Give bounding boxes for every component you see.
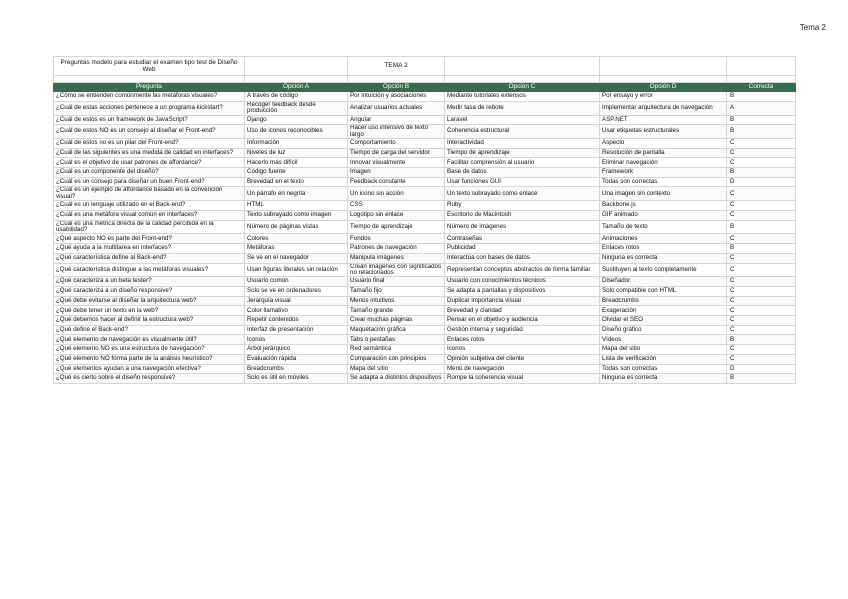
option-c-cell: Gestión interna y seguridad [445,325,600,335]
option-d-cell: Eliminar navegación [600,158,727,168]
correct-answer-cell: C [727,277,796,287]
option-d-cell: Enlaces rotos [600,244,727,254]
table-row [54,316,796,326]
option-c-cell: Contraseñas [445,234,600,244]
question-rows [54,92,796,384]
option-a-cell: HTML [245,201,348,211]
option-d-cell: Breadcrumbs [600,296,727,306]
correct-answer-cell: C [727,316,796,326]
option-a-cell: Breadcrumbs [245,364,348,374]
option-c-cell: Mediante tutoriales extensos [445,92,600,102]
option-b-cell: Tiempo de aprendizaje [348,220,445,234]
question-cell: ¿Cuál de estos NO es un consejo al diseñar el Front-end? [54,125,245,139]
option-c-cell: Usuario con conocimientos técnicos [445,277,600,287]
table-row [54,148,796,158]
option-d-cell: Vídeos [600,335,727,345]
option-b-cell: Fondos [348,234,445,244]
option-c-cell: Publicidad [445,244,600,254]
table-row [54,177,796,187]
question-cell: ¿Qué debe evitarse al diseñar la arquitectura web? [54,296,245,306]
option-a-cell: Iconos [245,335,348,345]
correct-answer-cell: B [727,374,796,384]
empty-cell [727,57,796,76]
option-a-cell: Jerarquía visual [245,296,348,306]
option-d-cell: Mapa del sitio [600,345,727,355]
correct-answer-cell: C [727,253,796,263]
option-b-cell: Analizar usuarios actuales [348,101,445,115]
correct-answer-cell: B [727,220,796,234]
question-cell: ¿Cuál es el objetivo de usar patrones de affordance? [54,158,245,168]
question-cell: ¿Qué característica distingue a las metáforas visuales? [54,263,245,277]
option-b-cell: Patrones de navegación [348,244,445,254]
question-cell: ¿Qué caracteriza a un beta tester? [54,277,245,287]
option-a-cell: Texto subrayado como imagen [245,210,348,220]
question-cell: ¿Qué ayuda a la multitarea en interfaces? [54,244,245,254]
table-row [54,374,796,384]
table-row [54,335,796,345]
correct-answer-cell: B [727,335,796,345]
option-b-cell: Angular [348,115,445,125]
empty-cell [445,57,600,76]
option-b-cell: Un icono sin acción [348,187,445,201]
table-row [54,201,796,211]
option-a-cell: Información [245,139,348,149]
table-row [54,210,796,220]
option-c-cell: Interactividad [445,139,600,149]
option-b-cell: Manipula imágenes [348,253,445,263]
correct-answer-cell: C [727,345,796,355]
option-c-cell: Menú de navegación [445,364,600,374]
option-b-cell: Logotipo sin enlace [348,210,445,220]
question-cell: ¿Cuál es un ejemplo de affordance basado en la convención visual? [54,187,245,201]
option-b-cell: Mapa del sitio [348,364,445,374]
option-c-cell: Se adapta a pantallas y dispositivos [445,287,600,297]
option-c-cell: Rompe la coherencia visual [445,374,600,384]
empty-cell [600,57,727,76]
correct-answer-cell: B [727,125,796,139]
option-a-cell: Interfaz de presentación [245,325,348,335]
option-c-cell: Ruby [445,201,600,211]
correct-answer-cell: C [727,187,796,201]
option-a-cell: Recoger feedback desde producción [245,101,348,115]
option-c-cell: Un texto subrayado como enlace [445,187,600,201]
option-a-cell: Color llamativo [245,306,348,316]
sheet-title: Preguntas modelo para estudiar el examen tipo test de Diseño Web [54,57,245,76]
option-d-cell: Backbone.js [600,201,727,211]
option-c-cell: Usar funciones GUI [445,177,600,187]
option-a-cell: Evaluación rápida [245,354,348,364]
table-row [54,168,796,178]
question-cell: ¿Cuál de estos es un framework de JavaScript? [54,115,245,125]
title-row [54,57,796,76]
option-d-cell [600,115,727,125]
tema-cell: TEMA 2 [348,57,445,76]
table-row [54,92,796,102]
question-cell: ¿Cuál de estos no es un pilar del Front-end? [54,139,245,149]
option-b-cell: Tamaño grande [348,306,445,316]
question-cell: ¿Qué elemento de navegación es visualmente útil? [54,335,245,345]
spreadsheet [53,56,795,384]
question-cell: ¿Qué elemento NO es una estructura de navegación? [54,345,245,355]
option-d-cell: Ninguna es correcta [600,253,727,263]
table-row [54,125,796,139]
question-cell: ¿Qué aspecto NO es parte del Front-end? [54,234,245,244]
option-a-cell: Uso de iconos reconocibles [245,125,348,139]
option-b-cell: Feedback constante [348,177,445,187]
question-cell: ¿Cómo se entienden comúnmente las metáforas visuales? [54,92,245,102]
option-d-cell: Resolución de pantalla [600,148,727,158]
correct-answer-cell: D [727,364,796,374]
empty-cell [245,57,348,76]
option-b-cell: Red semántica [348,345,445,355]
hyperlink[interactable]: ASP.NET [602,115,628,123]
option-d-cell: Framework [600,168,727,178]
table-row [54,287,796,297]
option-a-cell: Código fuente [245,168,348,178]
option-c-cell: Facilitar comprensión al usuario [445,158,600,168]
option-a-cell: Solo se ve en ordenadores [245,287,348,297]
header-opcion-b: Opción B [348,83,445,92]
option-d-cell: Sustituyen al texto completamente [600,263,727,277]
option-b-cell: Tabs o pestañas [348,335,445,345]
option-a-cell: Metáforas [245,244,348,254]
header-opcion-a: Opción A [245,83,348,92]
table-row [54,306,796,316]
question-cell: ¿Qué elemento NO forma parte de la análisis heurístico? [54,354,245,364]
option-c-cell: Iconos [445,345,600,355]
header-pregunta: Pregunta [54,83,245,92]
correct-answer-cell: B [727,168,796,178]
header-row [54,83,796,92]
option-d-cell: Diseño gráfico [600,325,727,335]
correct-answer-cell: C [727,210,796,220]
option-d-cell: Lista de verificación [600,354,727,364]
option-b-cell: Se adapta a distintos dispositivos [348,374,445,384]
correct-answer-cell: C [727,201,796,211]
option-d-cell: Exageración [600,306,727,316]
option-a-cell: Número de páginas vistas [245,220,348,234]
questions-table [53,56,796,384]
table-row [54,354,796,364]
question-cell: ¿Cuál es una metáfora visual común en interfaces? [54,210,245,220]
question-cell: ¿Qué elementos ayudan a una navegación efectiva? [54,364,245,374]
option-b-cell: Usuario final [348,277,445,287]
question-cell: ¿Cuál es un componente del diseño? [54,168,245,178]
table-row [54,253,796,263]
option-c-cell: Escritorio de Macintosh [445,210,600,220]
option-d-cell: Usar etiquetas estructurales [600,125,727,139]
option-c-cell: Opinión subjetiva del cliente [445,354,600,364]
option-c-cell: Brevedad y claridad [445,306,600,316]
option-b-cell: Tamaño fijo [348,287,445,297]
correct-answer-cell: B [727,115,796,125]
option-d-cell: Animaciones [600,234,727,244]
question-cell: ¿Cuál de estas acciones pertenece a un programa kickstart? [54,101,245,115]
option-d-cell: Olvidar el SEO [600,316,727,326]
correct-answer-cell: C [727,325,796,335]
option-a-cell: Hacerlo más difícil [245,158,348,168]
option-b-cell: Imagen [348,168,445,178]
table-row [54,220,796,234]
question-cell: ¿Cuál es un consejo para diseñar un buen Front-end? [54,177,245,187]
option-a-cell: A través de código [245,92,348,102]
option-d-cell: Todas son correctas [600,177,727,187]
question-cell: ¿Qué debe tener un texto en la web? [54,306,245,316]
option-b-cell: CSS [348,201,445,211]
correct-answer-cell: B [727,244,796,254]
correct-answer-cell: C [727,263,796,277]
option-d-cell: Una imagen sin contexto [600,187,727,201]
option-a-cell: Brevedad en el texto [245,177,348,187]
option-a-cell: Usan figuras literales sin relación [245,263,348,277]
table-row [54,158,796,168]
option-c-cell: Coherencia estructural [445,125,600,139]
option-a-cell: Usuario común [245,277,348,287]
option-d-cell: Diseñador [600,277,727,287]
correct-answer-cell: C [727,287,796,297]
option-d-cell: GIF animado [600,210,727,220]
option-c-cell: Interactúa con bases de datos [445,253,600,263]
option-d-cell: Aspecto [600,139,727,149]
correct-answer-cell: C [727,148,796,158]
option-c-cell: Enlaces rotos [445,335,600,345]
spacer-row [54,76,796,83]
correct-answer-cell: C [727,354,796,364]
option-a-cell: Se ve en el navegador [245,253,348,263]
correct-answer-cell: C [727,139,796,149]
option-c-cell: Representan conceptos abstractos de forma familiar [445,263,600,277]
table-row [54,263,796,277]
option-b-cell: Por intuición y asociaciones [348,92,445,102]
table-row [54,139,796,149]
option-c-cell: Número de imágenes [445,220,600,234]
option-a-cell: Colores [245,234,348,244]
header-opcion-d: Opción D [600,83,727,92]
correct-answer-cell: C [727,296,796,306]
table-row [54,101,796,115]
option-c-cell: Tiempo de aprendizaje [445,148,600,158]
correct-answer-cell: C [727,234,796,244]
option-c-cell: Medir tasa de rebote [445,101,600,115]
table-row [54,325,796,335]
correct-answer-cell: A [727,101,796,115]
option-b-cell: Crean imágenes con significados no relacionados [348,263,445,277]
question-cell: ¿Cuál de las siguientes es una medida de calidad en interfaces? [54,148,245,158]
correct-answer-cell: C [727,158,796,168]
question-cell: ¿Qué define el Back-end? [54,325,245,335]
table-row [54,115,796,125]
option-b-cell: Crear muchas páginas [348,316,445,326]
option-a-cell: Niveles de luz [245,148,348,158]
option-d-cell: Ninguna es correcta [600,374,727,384]
table-row [54,364,796,374]
question-cell: ¿Qué es cierto sobre el diseño responsive? [54,374,245,384]
option-a-cell: Un párrafo en negrita [245,187,348,201]
table-row [54,244,796,254]
option-b-cell: Comportamiento [348,139,445,149]
option-c-cell: Laravel [445,115,600,125]
option-d-cell: Todas son correctas [600,364,727,374]
option-a-cell: Solo es útil en móviles [245,374,348,384]
question-cell: ¿Qué característica define al Back-end? [54,253,245,263]
option-a-cell: Django [245,115,348,125]
option-b-cell: Comparación con principios [348,354,445,364]
header-opcion-c: Opción C [445,83,600,92]
option-a-cell: Repetir contenidos [245,316,348,326]
option-c-cell: Duplicar importancia visual [445,296,600,306]
option-d-cell: Tamaño de texto [600,220,727,234]
option-d-cell: Por ensayo y error [600,92,727,102]
option-b-cell: Menús intuitivos [348,296,445,306]
option-b-cell: Innovar visualmente [348,158,445,168]
table-row [54,234,796,244]
correct-answer-cell: B [727,92,796,102]
table-row [54,187,796,201]
option-b-cell: Maquetación gráfica [348,325,445,335]
option-c-cell: Pensar en el objetivo y audiencia [445,316,600,326]
question-cell: ¿Cuál es una métrica directa de la calidad percibida en la usabilidad? [54,220,245,234]
correct-answer-cell: C [727,306,796,316]
question-cell: ¿Qué debemos hacer al definir la estructura web? [54,316,245,326]
page-label: Tema 2 [799,23,826,32]
question-cell: ¿Qué caracteriza a un diseño responsive? [54,287,245,297]
option-b-cell: Tiempo de carga del servidor [348,148,445,158]
question-cell: ¿Cuál es un lenguaje utilizado en el Back-end? [54,201,245,211]
option-a-cell: Árbol jerárquico [245,345,348,355]
table-row [54,277,796,287]
table-row [54,296,796,306]
correct-answer-cell: D [727,177,796,187]
option-d-cell: Solo compatible con HTML [600,287,727,297]
table-row [54,345,796,355]
option-b-cell: Hacer uso intensivo de texto largo [348,125,445,139]
header-correcta: Correcta [727,83,796,92]
option-d-cell: Implementar arquitectura de navegación [600,101,727,115]
option-c-cell: Base de datos [445,168,600,178]
